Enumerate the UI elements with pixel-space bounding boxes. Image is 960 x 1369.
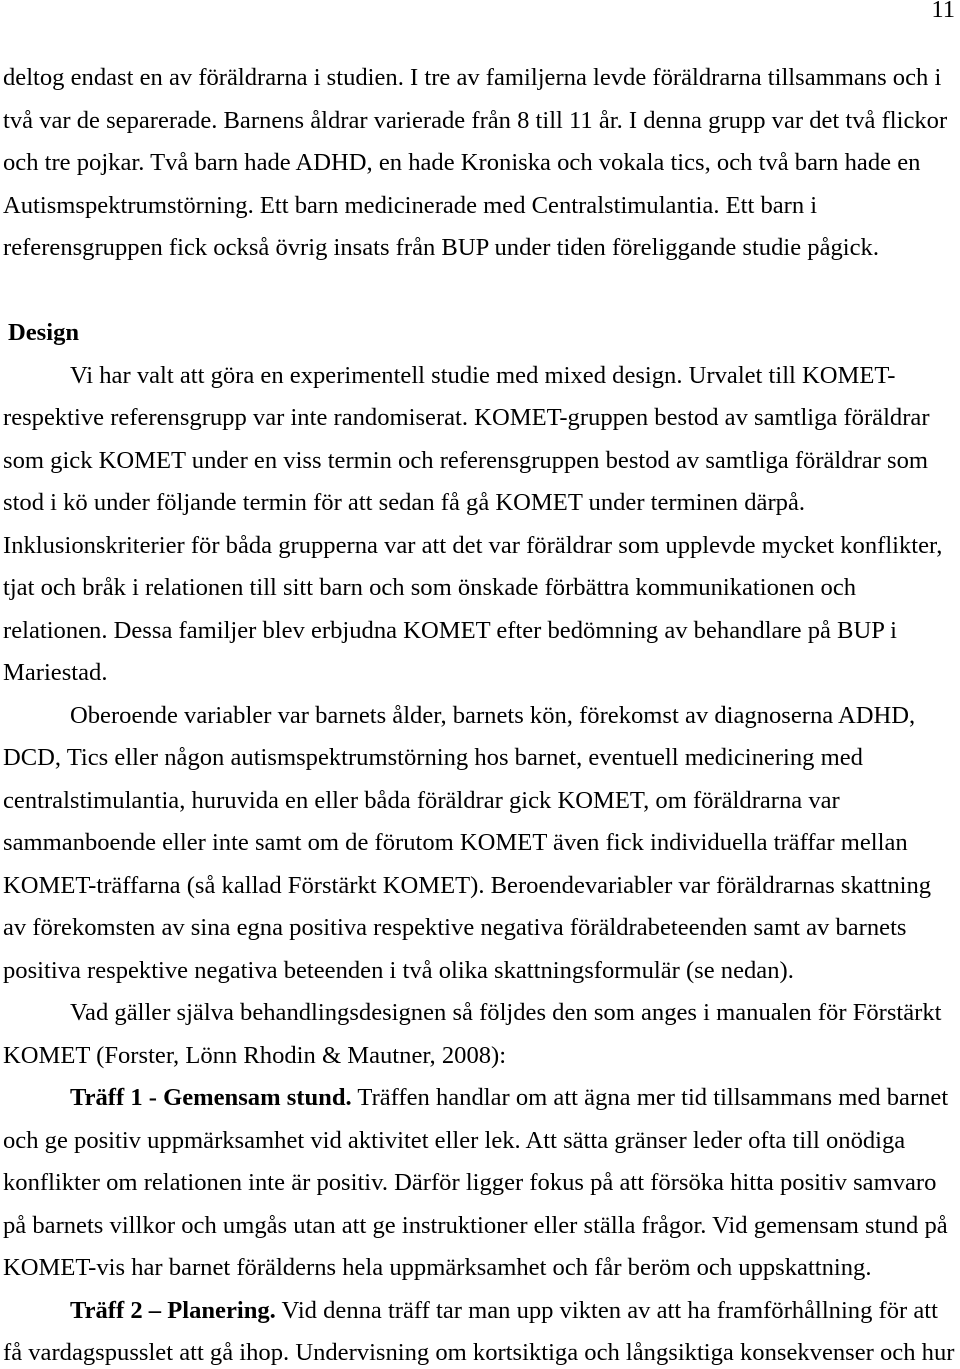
- paragraph-line: sammanboende eller inte samt om de förutom KOMET även fick individuella träffar mellan: [3, 829, 908, 856]
- paragraph-line: och ge positiv uppmärksamhet vid aktivitet eller lek. Att sätta gränser leder ofta till onödiga: [3, 1126, 906, 1154]
- paragraph-line-text: Vid denna träff tar man upp vikten av att ha framförhållning för att: [281, 1296, 938, 1324]
- meeting-title: Träff 1 - Gemensam stund.: [70, 1084, 352, 1111]
- paragraph-line: på barnets villkor och umgås utan att ge instruktioner eller ställa frågor. Vid gemensam stund på: [3, 1211, 948, 1239]
- paragraph-line: stod i kö under följande termin för att sedan få gå KOMET under terminen därpå.: [3, 489, 806, 516]
- paragraph-line: tjat och bråk i relationen till sitt barn och som önskade förbättra kommunikationen och: [3, 574, 857, 601]
- paragraph-line: Oberoende variabler var barnets ålder, barnets kön, förekomst av diagnoserna ADHD,: [70, 701, 916, 729]
- paragraph-line: KOMET (Forster, Lönn Rhodin & Mautner, 2008):: [3, 1041, 507, 1069]
- paragraph-meeting-2: [3, 1290, 957, 1369]
- paragraph-line: referensgruppen fick också övrig insats från BUP under tiden föreliggande studie pågick.: [3, 234, 879, 261]
- paragraph-line: Vi har valt att göra en experimentell studie med mixed design. Urvalet till KOMET-: [70, 361, 896, 389]
- paragraph-line: [3, 1290, 957, 1333]
- paragraph-treatment-design: [3, 992, 957, 1077]
- section-heading-design: Design: [8, 319, 80, 346]
- paragraph-line: positiva respektive negativa beteenden i två olika skattningsformulär (se nedan).: [3, 956, 794, 984]
- document-body: [3, 57, 957, 1368]
- paragraph-line: få vardagspusslet att gå ihop. Undervisning om kortsiktiga och långsiktiga konsekvenser och hur: [3, 1339, 955, 1367]
- paragraph-meeting-1: [3, 1077, 957, 1290]
- paragraph-line: KOMET-träffarna (så kallad Förstärkt KOMET). Beroendevariabler var föräldrarnas skattning: [3, 871, 932, 899]
- paragraph-line: Inklusionskriterier för båda grupperna var att det var föräldrar som upplevde mycket konflikter,: [3, 531, 943, 559]
- paragraph-variables: [3, 695, 957, 993]
- paragraph-line: och tre pojkar. Två barn hade ADHD, en hade Kroniska och vokala tics, och två barn hade en: [3, 149, 921, 176]
- meeting-title: Träff 2 – Planering.: [70, 1296, 276, 1324]
- paragraph-line: konflikter om relationen inte är positiv. Därför ligger fokus på att försöka hitta positiv samvaro: [3, 1169, 937, 1196]
- paragraph-line: Vad gäller själva behandlingsdesignen så följdes den som anges i manualen för Förstärkt: [70, 999, 942, 1026]
- paragraph-line: deltog endast en av föräldrarna i studien. I tre av familjerna levde föräldrarna tillsammans och i: [3, 64, 942, 91]
- paragraph-line: två var de separerade. Barnens åldrar varierade från 8 till 11 år. I denna grupp var det två flickor: [3, 106, 948, 134]
- paragraph-participants: [3, 57, 957, 270]
- paragraph-line: centralstimulantia, huruvida en eller båda föräldrar gick KOMET, om föräldrarna var: [3, 786, 840, 814]
- paragraph-line: KOMET-vis har barnet förälderns hela uppmärksamhet och får beröm och uppskattning.: [3, 1254, 872, 1281]
- paragraph-line: Autismspektrumstörning. Ett barn medicinerade med Centralstimulantia. Ett barn i: [3, 191, 818, 219]
- paragraph-line-text: Träffen handlar om att ägna mer tid tillsammans med barnet: [357, 1084, 949, 1111]
- paragraph-line: av förekomsten av sina egna positiva respektive negativa föräldrabeteenden samt av barnets: [3, 914, 907, 941]
- paragraph-line: relationen. Dessa familjer blev erbjudna KOMET efter bedömning av behandlare på BUP i: [3, 616, 897, 644]
- paragraph-line: Mariestad.: [3, 659, 108, 686]
- page-number: 11: [931, 0, 955, 23]
- paragraph-design: [3, 355, 957, 695]
- paragraph-line: som gick KOMET under en viss termin och referensgruppen bestod av samtliga föräldrar som: [3, 446, 928, 474]
- paragraph-gap: [3, 270, 957, 313]
- paragraph-line: [3, 1077, 957, 1120]
- paragraph-line: DCD, Tics eller någon autismspektrumstörning hos barnet, eventuell medicinering med: [3, 744, 863, 771]
- paragraph-line: respektive referensgrupp var inte randomiserat. KOMET-gruppen bestod av samtliga föräldrar: [3, 404, 930, 431]
